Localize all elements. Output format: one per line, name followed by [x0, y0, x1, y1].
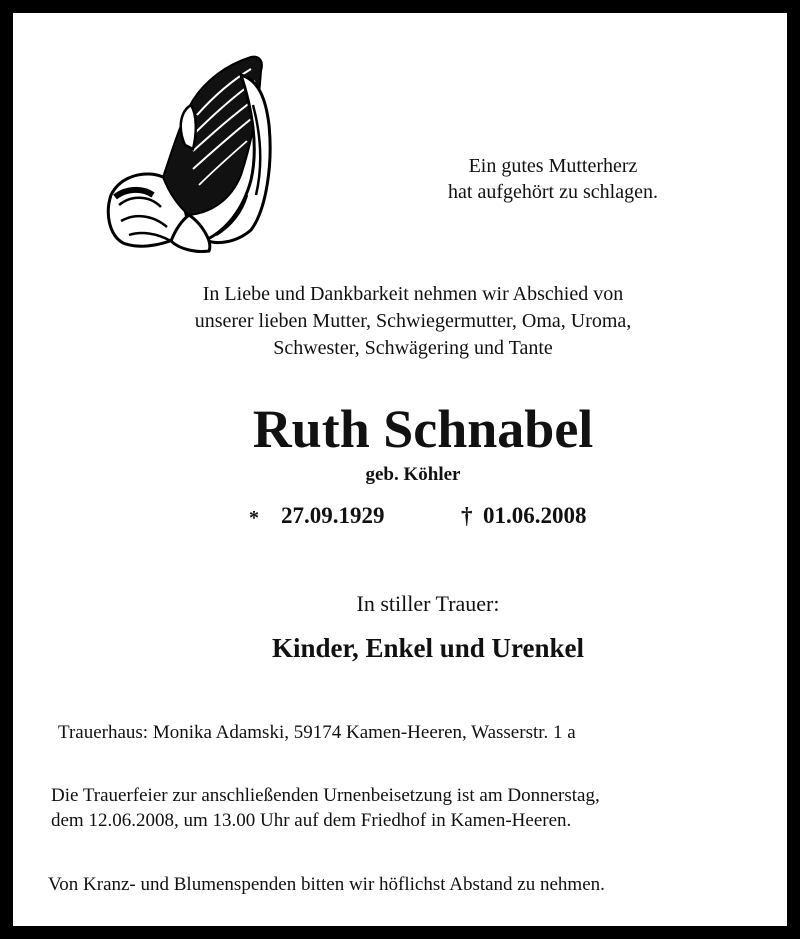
death-cross-icon: †: [461, 503, 473, 528]
motto-line: Ein gutes Mutterherz: [468, 155, 638, 177]
life-dates: [213, 503, 643, 533]
death-date: 01.06.2008: [483, 503, 587, 528]
maiden-name: geb. Köhler: [365, 464, 461, 485]
mourning-heading: In stiller Trauer:: [356, 591, 500, 616]
ceremony-info: [51, 783, 791, 833]
motto-line: hat aufgehört zu schlagen.: [448, 181, 658, 203]
ceremony-line: Die Trauerfeier zur anschließenden Urnenbeisetzung ist am Donnerstag,: [51, 785, 600, 806]
birth-star-icon: *: [249, 507, 259, 529]
intro-text: [113, 281, 713, 362]
intro-line: Schwester, Schwägering und Tante: [273, 337, 553, 359]
mourning-family: Kinder, Enkel und Urenkel: [271, 633, 585, 663]
flowers-note: Von Kranz- und Blumenspenden bitten wir höflichst Abstand zu nehmen.: [48, 874, 605, 895]
deceased-name: Ruth Schnabel: [252, 399, 594, 459]
motto: [403, 153, 703, 205]
house-of-mourning: Trauerhaus: Monika Adamski, 59174 Kamen-Heeren, Wasserstr. 1 a: [58, 722, 576, 743]
intro-line: In Liebe und Dankbarkeit nehmen wir Abschied von: [202, 283, 624, 305]
ceremony-line: dem 12.06.2008, um 13.00 Uhr auf dem Friedhof in Kamen-Heeren.: [51, 810, 572, 831]
praying-hands-icon: [101, 45, 276, 255]
intro-line: unserer lieben Mutter, Schwiegermutter, Oma, Uroma,: [194, 310, 632, 332]
birth-date: 27.09.1929: [281, 503, 385, 528]
